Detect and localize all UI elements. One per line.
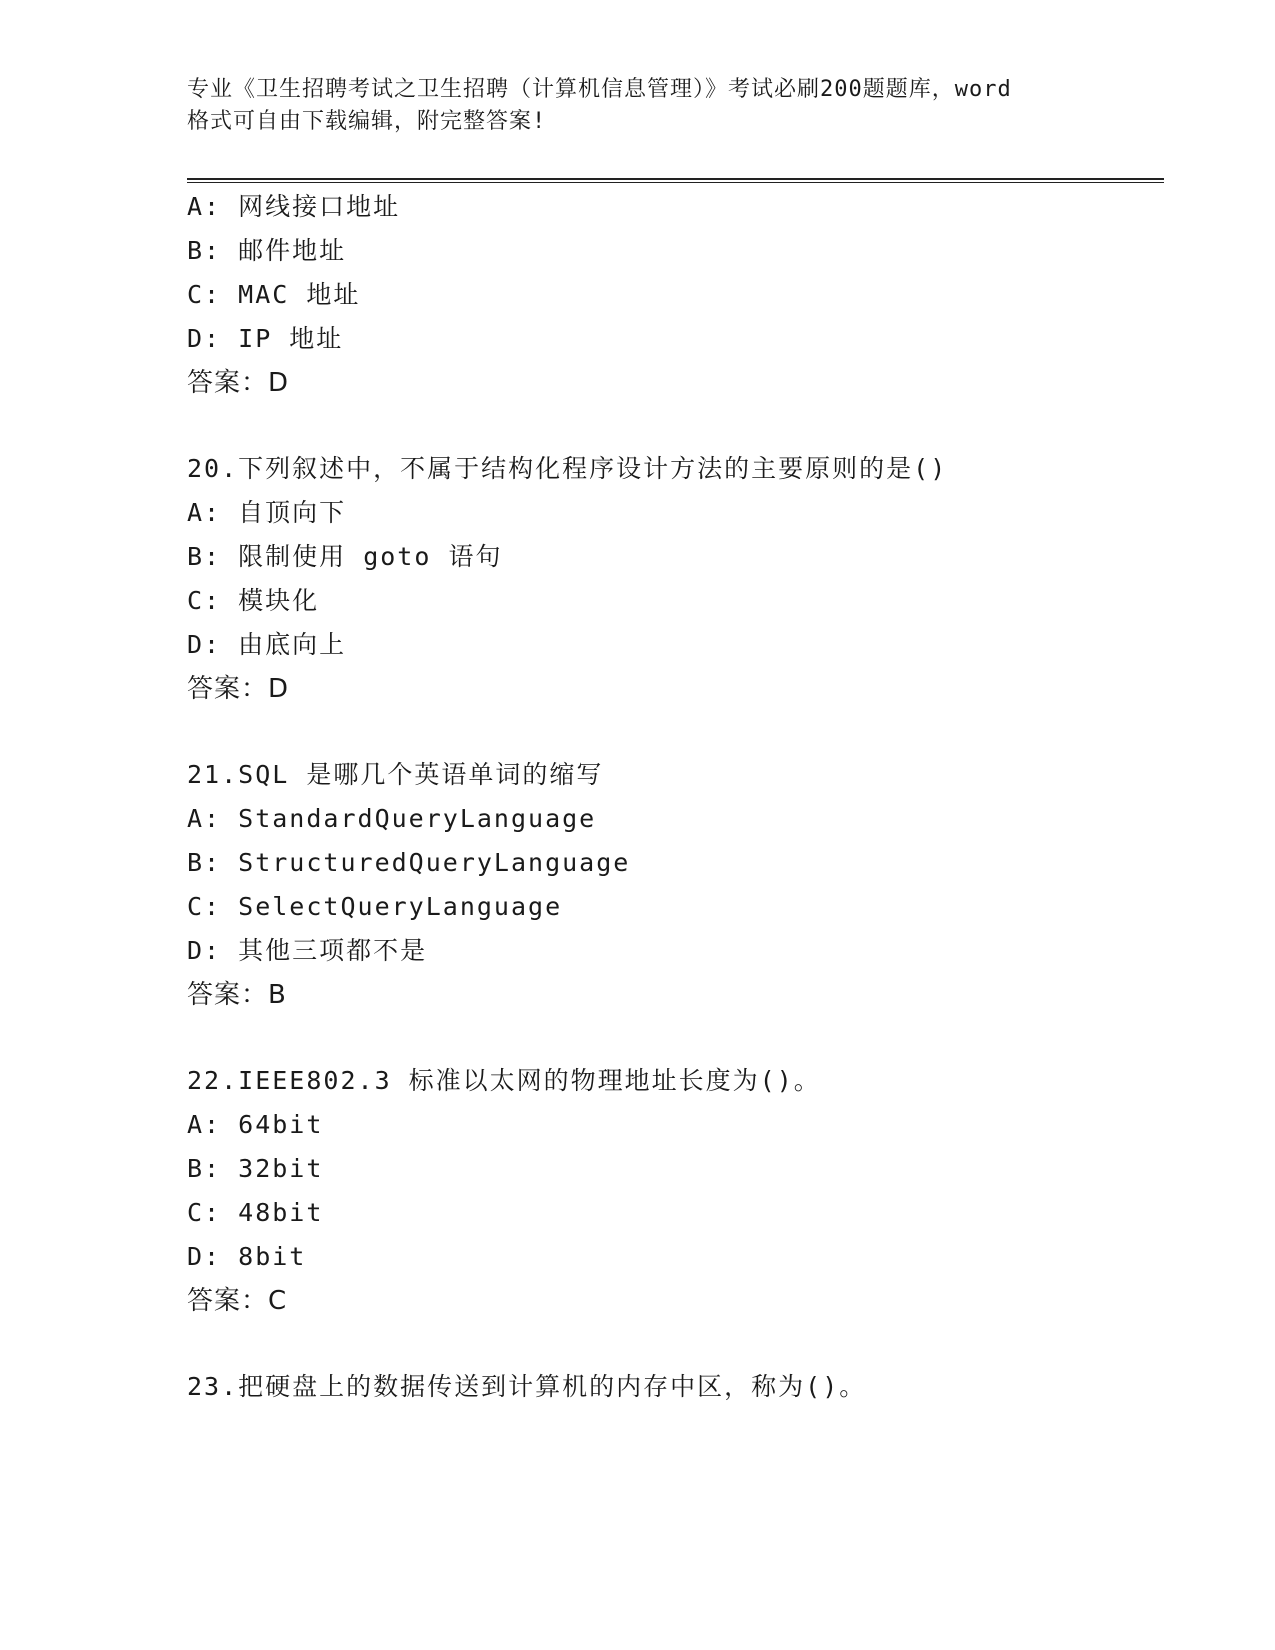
q22-question: 22.IEEE802.3 标准以太网的物理地址长度为()。	[187, 1066, 821, 1095]
q20-option-c: C: 模块化	[187, 586, 320, 615]
q19-answer: 答案：D	[187, 368, 290, 398]
q20-option-b: B: 限制使用 goto 语句	[187, 542, 503, 571]
q22-option-b: B: 32bit	[187, 1154, 324, 1183]
q21-option-a: A: StandardQueryLanguage	[187, 804, 597, 833]
q20-question: 20.下列叙述中，不属于结构化程序设计方法的主要原则的是()	[187, 454, 948, 483]
document-header	[187, 74, 1107, 138]
q21-option-b: B: StructuredQueryLanguage	[187, 848, 631, 877]
header-line-2: 格式可自由下载编辑，附完整答案!	[187, 109, 547, 134]
q21-option-d: D: 其他三项都不是	[187, 936, 428, 965]
q20-option-d: D: 由底向上	[187, 630, 347, 659]
q19-option-c: C: MAC 地址	[187, 280, 361, 309]
q20-option-a: A: 自顶向下	[187, 498, 347, 527]
header-line-1: 专业《卫生招聘考试之卫生招聘（计算机信息管理）》考试必刷200题题库，word	[187, 77, 1012, 102]
q19-option-b: B: 邮件地址	[187, 236, 347, 265]
q19-option-a: A: 网线接口地址	[187, 192, 401, 221]
q21-option-c: C: SelectQueryLanguage	[187, 892, 563, 921]
q23-question: 23.把硬盘上的数据传送到计算机的内存中区，称为()。	[187, 1372, 867, 1401]
q21-question: 21.SQL 是哪几个英语单词的缩写	[187, 760, 604, 789]
q20-answer: 答案：D	[187, 674, 290, 704]
q22-option-c: C: 48bit	[187, 1198, 324, 1227]
q22-answer: 答案：C	[187, 1286, 288, 1316]
header-divider	[187, 178, 1164, 183]
q22-option-d: D: 8bit	[187, 1242, 307, 1271]
q21-answer: 答案：B	[187, 980, 287, 1010]
q22-option-a: A: 64bit	[187, 1110, 324, 1139]
q19-option-d: D: IP 地址	[187, 324, 344, 353]
